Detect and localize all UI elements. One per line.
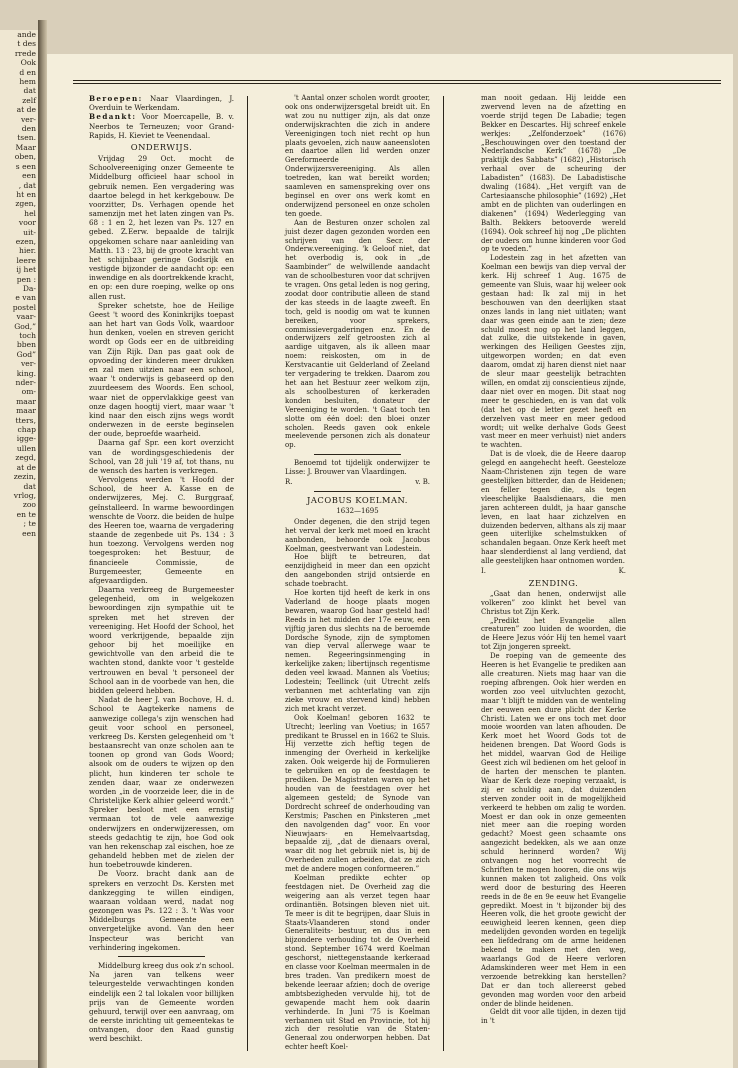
margin-fragment: toch (19, 331, 36, 340)
signature-line (285, 478, 430, 487)
paragraph: Koelman predikte echter op feestdagen niet. De Overheid zag die weigering aan als verzet tegen haar ordinantiën. Botsingen bleven niet uit. Te meer is dit te begrijpen, daar Sluis in Staats-Vlaanderen stond onder Generaliteits- bestuur, en dus in een bijzondere verhouding tot de Overheid stond. September 1674 werd Koelman geschorst, niettegenstaande kerkeraad en classe voor Koelman meermalen in de bres traden. Van predikern moest de bekende leeraar afzien; doch de overige ambtsbezigheden vervulde hij, tot de gewapende macht hem ook daarin verhinderde. In Juni '75 is Koelman verbannen uit Stad en Provincie, tot hij zich der resolutie van de Staten-Generaal zou onderworpen hebben. Dat echter heeft Koel- (285, 874, 430, 1052)
separator-rule (314, 454, 401, 455)
paragraph: „Predikt het Evangelie allen creaturen” zoo luiden de woorden, die de Heere Jezus vóór Hij ten hemel vaart tot Zijn jongeren spreekt. (481, 616, 626, 652)
margin-fragment: king. (16, 368, 36, 378)
paragraph: Hoe blijft te betreuren, dat eenzijdigheid in meer dan een opzicht den aangebonden strijd ontsierde en schade toebracht. (285, 553, 430, 589)
paragraph: Ook Koelman! geboren 1632 te Utrecht; leerling van Voetius; in 1657 predikant te Brussel en in 1662 te Sluis. Hij verzette zich heftig tegen de inmenging der Overheid in kerkelijke zaken. Ook weigerde hij de Formulieren te gebruiken en op de feestdagen te prediken. De Magistraten waren op het houden van de feestdagen over het algemeen gesteld; de Synode van Dordrecht schreef de onderhouding van Kerstmis; Paschen en Pinksteren „met den navolgenden dag” voor. En voor Nieuwjaars- en Hemelvaartsdag, bepaalde zij, „dat de dienaars overal, waar dit nog het gebruik niet is, bij de Overheden zullen arbeiden, dat ze zich met de andere mogen conformeeren.” (285, 713, 430, 874)
column-1 (89, 94, 234, 1044)
margin-fragment: zezin, (13, 472, 36, 482)
spaced-lead-term: Beroepen: (89, 94, 143, 103)
margin-fragment: , dat (18, 180, 36, 190)
paragraph: Vervolgens werden 't Hoofd der School, de heer A. Kasse en de onderwijzeres, Mej. C. Burggraaf, geïnstalleerd. In warme bewoordingen wenschte de Voorz. die beiden de hulpe des Heeren toe, waarna de vergadering staande de zegenbede uit Ps. 134 : 3 hun toezong. Vervolgens werden nog toegesproken: het Bestuur, de financieele Commissie, de Burgemeester, Gemeente en afgevaardigden. (89, 475, 234, 585)
previous-page-margin (0, 30, 38, 1060)
binding-gutter (38, 20, 47, 1068)
signature-name: v. B. (415, 478, 430, 487)
signature-initial: R. (285, 478, 293, 487)
spaced-lead-term: Bedankt: (89, 112, 137, 122)
signature-line (481, 567, 626, 576)
margin-fragment: voor (18, 218, 36, 228)
margin-fragment: vrlog, (13, 490, 36, 500)
margin-fragment: igge- (16, 434, 36, 444)
margin-fragment: tsen. (17, 133, 36, 143)
paragraph: Spreker schetste, hoe de Heilige Geest 't woord des Koninkrijks toepast aan het hart van Gods Volk, waardoor hun denken, voelen en streven gericht wordt op Gods eer en de uitbreiding van Zijn Rijk. Dan pas gaat ook de opvoeding der kinderen meer drukken en zal men uitzien naar een school, waar 't onderwijs is gebaseerd op den zuurdeesem des Woords. Een school, waar niet de oppervlakkige geest van onze dagen hoogtij viert, maar waar 't kind naar den eisch zijns wegs wordt onderwezen in de eerste beginselen der oude, beproefde waarheid. (89, 300, 234, 439)
paragraph: Hoe korten tijd heeft de kerk in ons Vaderland de hooge plaats mogen bewaren, waarop God haar gesteld had! Reeds in het midden der 17e eeuw, een vijftig jaren dus slechts na de beroemde Dordsche Synode, zijn de symptomen van diep verval allerwege waar te nemen. Regeeringsinmenging in kerkelijke zaken; libertijnsch regentisme deden veel kwaad. Mannen als Voetius; Lodestein; Teellinck (uit Utrecht zelfs verbannen met achterlating van zijn zieke vrouw en stervend kind) hebben zich met kracht verzet. (285, 589, 430, 713)
margin-fragment: ij het (16, 265, 36, 275)
margin-fragment: ullen (16, 443, 36, 453)
margin-fragment: zoo (22, 500, 36, 510)
margin-fragment: rrede (14, 48, 36, 58)
margin-fragment: pen : (16, 274, 36, 284)
section-heading: ONDERWIJS. (130, 141, 193, 152)
margin-fragment: en te (16, 509, 36, 519)
section-subheading: 1632—1695 (336, 506, 379, 515)
paragraph: man nooit gedaan. Hij leidde een zwervend leven na de afzetting en voerde strijd tegen De Labadie; tegen Bekker en Descartes. Hij schreef enkele werkjes: „Zelfonderzoek” (1676) „Beschouwingen over den toestand der Nederlandsche Kerk” (1678) „De praktijk des Sabbats” (1682) „Historisch verhaal over de scheuring der Labadisten” (1683). De Labadistische dwaling (1684). „Het vergift van de Cartesiaansche philosophie” (1692) „Het ambt en de plichten van ouderlingen en diakenen” (1694) Wederlegging van Balth. Bekkers betooverde wereld (1694). Ook schreef hij nog „De plichten der ouders om hunne kinderen voor God op te voeden.” (481, 94, 626, 254)
paragraph: Daarna gaf Spr. een kort overzicht van de wordingsgeschiedenis der School, van 28 juli '19 af, tot thans, nu de wensch des harten is verkregen. (89, 438, 234, 475)
margin-fragment: Maar (15, 142, 36, 152)
margin-fragment: at de (16, 462, 36, 472)
paragraph: „Gaat dan henen, onderwijst alle volkeren” zoo klinkt het bevel van Christus tot Zijn Kerk. (481, 589, 626, 616)
margin-fragment: hier. (18, 246, 36, 256)
margin-fragment: hel (24, 208, 36, 218)
margin-fragment: d en (19, 67, 36, 77)
section-heading: ZENDING. (528, 577, 579, 588)
paragraph: Geldt dit voor alle tijden, in dezen tijd in 't (481, 1008, 626, 1026)
separator-rule (314, 491, 401, 492)
margin-fragment: ; te (23, 519, 36, 529)
margin-fragment: Ook (20, 58, 36, 68)
paragraph: De roeping van de gemeente des Heeren is het Evangelie te prediken aan alle creaturen. Niets mag haar van die roeping afbrengen. Ook hier werden en worden zoo veel uitvluchten gezocht, maar 't blijft te midden van de wenteling der eeuwen een dure plicht der Kerke Christi. Laten we er ons toch met door mooie woorden van laten afhouden. De Kerk moet het Woord Gods tot de heidenen brengen. Dat Woord Gods is het middel, waarvan God de Heilige Geest zich wil bedienen om het geloof in de harten der menschen te planten. Waar de Kerk deze roeping verzaakt, is zij er schuldig aan, dat duizenden sterven zonder ooit in de mogelijkheid verkeerd te hebben om zalig te worden. Moest er dan ook in onze gemeenten niet meer aan die roeping worden gedacht? Moest geen schaamte ons aangezicht bedekken, als we aan onze schuld herinnerd worden? Wij ontvangen nog het voorrecht de Schriften te mogen hooren, die ons wijs kunnen maken tot zaligheid. Ons volk werd door de besturing des Heeren reeds in de 8e en 9e eeuw het Evangelie gepredikt. Moest in 't bijzonder bij des Heeren volk, die het groote gewicht der eeuwigheid leeren kennen, geen diep medelijden gevonden worden en tegelijk een liefdedrang om de arme heidenen bekend te maken met den weg, waarlangs God de Heere verloren Adamskinderen weer met Hem in een verzoende betrekking kan herstellen? Dat er dan toch allereerst gebed gevonden mag worden voor den arbeid onder de blinde heidenen. (481, 652, 626, 1008)
margin-fragment: den (21, 124, 36, 134)
paragraph: Nadat de heer J. van Bochove, H. d. School te Aagtekerke namens de aanwezige collega's zijn wenschen had geuit voor school en personeel, verkreeg Ds. Kersten gelegenheid om 't bestaansrecht van onze scholen aan te toonen op grond van Gods Woord; alsook om de ouders te wijzen op den plicht, hun kinderen ter schole te zenden daar, waar ze onderwezen worden „in de voorzeide leer, die in de Christelijke Kerk alhier geleerd wordt.” Spreker besloot met een ernstig vermaan tot de vele aanwezige onderwijzers en onderwijzeressen, om steeds gedachtig te zijn, hoe God ook van hen rekenschap zal eischen, hoe ze gehandeld hebben met de zielen der hun toebetrouwde kinderen. (89, 695, 234, 870)
margin-fragment: ver- (21, 114, 36, 124)
paragraph: Dat is de vloek, die de Heere daarop gelegd en aangehecht heeft. Geesteloze Naam-Christenen zijn tegen de ware geestelijken bitterder, dan de Heidenen; en feller tegen die, als tegen vleeschelijke Baalsdienaars, die men jaren achtereen duldt, ja haar gansche leven, en laat haar zichzelven en duizenden bederven, althans als zij maar geen uiterlijke schelmstukken of schandalen begaan. Onze Kerk heeft met haar slenderdienst al lang verdiend, dat alle geestelijken haar ontnomen worden. (481, 450, 626, 566)
header-rule (73, 80, 721, 81)
header-rule-second (73, 83, 721, 84)
margin-fragment: tters, (15, 415, 36, 425)
margin-fragment: oben, (14, 152, 36, 162)
margin-fragment: at de (16, 105, 36, 115)
column-divider (247, 96, 248, 1051)
margin-fragment: zgen, (15, 199, 36, 209)
margin-fragment: e van (15, 293, 36, 303)
margin-fragment: leere (16, 255, 36, 265)
margin-fragment: ver- (21, 359, 36, 369)
signature-initial: I. (481, 567, 486, 576)
margin-fragment: een (22, 171, 36, 181)
margin-fragment: God,” (14, 321, 36, 331)
margin-fragment: maar (16, 406, 36, 416)
margin-fragment: postel (12, 302, 36, 312)
paragraph: Benoemd tot tijdelijk onderwijzer te Lisse: J. Brouwer van Vlaardingen. (285, 459, 430, 477)
margin-fragment: s een (15, 161, 36, 171)
margin-fragment: Da- (22, 283, 36, 293)
margin-fragment: t des (17, 39, 36, 49)
margin-fragment: een (22, 528, 36, 538)
margin-fragment: chap (17, 425, 36, 435)
margin-fragment: nder- (15, 378, 36, 388)
margin-fragment: maar (16, 396, 36, 406)
paragraph: Bedankt: Voor Moercapelle, B. v. Neerbos te Terneuzen; voor Grand-Rapids, H. Kieviet te Veenendaal. (89, 112, 234, 140)
margin-fragment: ht en (16, 189, 36, 199)
newspaper-page (47, 54, 733, 1068)
column-divider (443, 96, 444, 1051)
margin-fragment: hem (19, 77, 36, 87)
margin-fragment: om- (21, 387, 36, 397)
margin-fragment: ezen, (15, 236, 36, 246)
paragraph: Beroepen: Naar Vlaardingen, J. Overduin te Werkendam. (89, 94, 234, 113)
column-2 (285, 94, 430, 1052)
signature-name: K. (618, 567, 626, 576)
margin-fragment: dat (23, 86, 36, 96)
paragraph: Middelburg kreeg dus ook z'n school. Na jaren van telkens weer teleurgestelde verwachtingen konden eindelijk een 2 tal lokalen voor billijken prijs van de Gemeente worden gehuurd, terwijl over een aanvraag, om de eerste inrichting uit gemeentekas te ontvangen, door den Raad gunstig werd beschikt. (89, 960, 235, 1044)
separator-rule (118, 956, 205, 957)
paragraph: Daarna verkreeg de Burgemeester gelegenheid, om in welgekozen bewoordingen zijn sympathie uit te spreken met het streven der vereeniging. Het Hoofd der School, het woord verkrijgende, bepaalde zijn gehoor bij het moeilijke en gewichtvolle van den arbeid die te wachten stond, dankte voor 't gestelde vertrouwen en beval 't personeel der School aan in de voorbede van hen, die bidden geleerd hebben. (89, 585, 234, 695)
paragraph: De Voorz. bracht dank aan de sprekers en verzocht Ds. Kersten met dankzegging te willen eindigen, waaraan voldaan werd, nadat nog gezongen was Ps. 122 : 3. 't Was voor Middelburgs Gemeente een onvergetelijke avond. Van den heer Inspecteur was bericht van verhindering ingekomen. (89, 869, 234, 952)
margin-fragment: zelf (22, 95, 36, 105)
margin-fragment: ande (17, 30, 36, 39)
paragraph: 't Aantal onzer scholen wordt grooter, ook ons onderwijzersgetal breidt uit. En wat zou nu nuttiger zijn, als dat onze onderwijskrachten die zich in andere Vereenigingen toch niet recht op hun plaats gevoelen, zich nauw aaneensloten en daartoe allen lid werden onzer Gereformeerde Onderwijzersvereeniging. Als allen toetreden, kan wat bereikt worden; saamleven en samenspreking over ons beginsel en over ons werk komt en onderwijzend personeel en onze scholen ten goede. (285, 94, 430, 218)
paragraph: Onder degenen, die den strijd tegen het verval der kerk met moed en kracht aanbonden, behoorde ook Jacobus Koelman, geestverwant van Lodestein. (285, 517, 430, 553)
column-3 (481, 94, 626, 1026)
section-heading: JACOBUS KOELMAN. (307, 494, 408, 505)
paragraph: Vrijdag 29 Oct. mocht de Schoolvereeniging onzer Gemeente te Middelburg officieel haar school in gebruik nemen. Een vergadering was daartoe belegd in het kerkgebouw. De voorzitter, Ds. Verhagen opende het samenzijn met het laten zingen van Ps. 68 : 1 en 2, het lezen van Ps. 127 en gebed. Z.Eerw. bepaalde de talrijk opgekomen schare naar aanleiding van Matth. 13 : 23, bij de groote kracht van het schijnbaar geringe Godsrijk en vestigde bijzonder de aandacht op: een inwendige en als doortrekkende kracht, en op: een dure roeping, welke op ons allen rust. (89, 154, 234, 301)
margin-fragment: bben (16, 340, 36, 350)
margin-fragment: uit- (23, 227, 36, 237)
paragraph: Aan de Besturen onzer scholen zal juist dezer dagen gezonden worden een schrijven van den Secr. der Onderw.vereeniging. 'k Geloof niet, dat het overbodig is, ook in „de Saambinder” de welwillende aandacht van de schoolbesturen voor dat schrijven te vragen. Ons getal leden is nog gering, zoodat door contributie alleen de stand der kas steeds in de laagte zweeft. En toch, geld is noodig om wat te kunnen bereiken, voor sprekers, commissievergaderingen enz. En de onderwijzers zelf getroosten zich al aardige uitgaven, als ik alleen maar noem: reiskosten, om in de Kerstvacantie uit Gelderland of Zeeland ter vergadering te trekken. Daarom zou het aan het Bestuur zeer welkom zijn, als schoolbesturen of kerkeraden konden besluiten, donateur der Vereeniging te worden. 't Gaat toch ten slotte om één doel: den bloei onzer scholen. Reeds gaven ook enkele meelevende personen zich als donateur op. (285, 218, 430, 450)
margin-fragment: vaar- (16, 312, 36, 322)
paragraph: Lodestein zag in het afzetten van Koelman een bewijs van diep verval der kerk. Hij schreef 1 Aug. 1675 de gemeente van Sluis, waar hij weleer ook gestaan had: Ik zal mij in het beschouwen van den deerlijken staat onzes lands in lang niet uitlaten; want daar was geen einde aan te zien; deze schuld moest nog op het land leggen, dat zulke, die uitstekende in gaven, werkingen des Heiligen Geestes zijn, uitgeworpen worden; en dat even daarom, omdat zij haren dienst niet naar de sleur maar geestelijk betrachten willen, en omdat zij conscientieus zijnde, daar niet over en mogen. Dit staat nog meer te geschieden, en is van dat volk (dat het op de letter gezet heeft en derzelven vast meer en meer gedood wordt; uit welke derhalve Gods Geest vast meer en meer verhuist) niet anders te wachten. (481, 254, 626, 450)
margin-fragment: God” (16, 349, 36, 359)
margin-fragment: zegd, (15, 453, 36, 463)
margin-fragment: dat (23, 481, 36, 491)
